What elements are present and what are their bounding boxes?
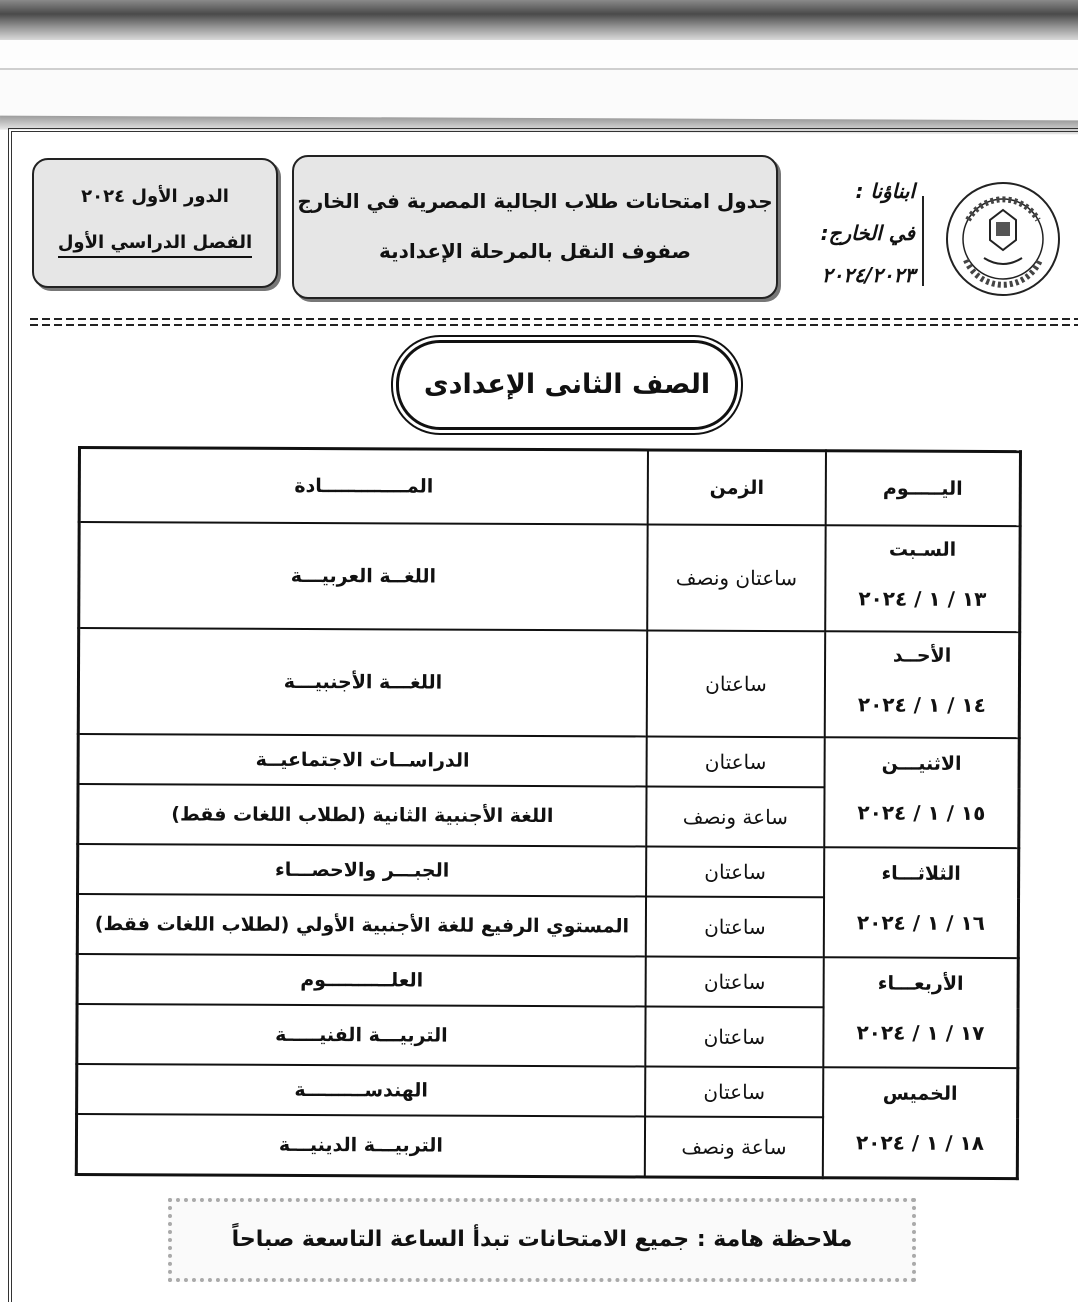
day-date: ١٤ / ١ / ٢٠٢٤: [857, 692, 986, 717]
day-cell: [824, 737, 1019, 848]
table-row: [78, 844, 1019, 898]
day-name: الخميس: [882, 1082, 958, 1105]
time-cell: ساعتان ونصف: [647, 524, 825, 631]
subject-cell: الدراســات الاجتماعيــة: [78, 734, 647, 786]
day-date: ١٥ / ١ / ٢٠٢٤: [857, 800, 986, 825]
table-row: [77, 1064, 1018, 1118]
header-divider: [922, 196, 924, 286]
ministry-of-education-seal-icon: [944, 180, 1062, 298]
table-row: [78, 628, 1019, 738]
subject-cell: اللغــة العربيـــة: [79, 522, 648, 630]
exam-schedule-table: [75, 446, 1022, 1180]
subject-cell: الجبـــر والاحصـــاء: [78, 844, 647, 896]
time-cell: ساعتان: [646, 846, 824, 897]
table-row: [78, 734, 1019, 788]
day-name: الأحــد: [892, 644, 952, 667]
day-cell: [823, 1067, 1018, 1178]
day-name: السـبت: [888, 538, 957, 561]
time-cell: ساعة ونصف: [646, 786, 824, 847]
dashed-divider: [30, 316, 1078, 330]
day-cell: [825, 631, 1020, 738]
table-row: [79, 522, 1020, 632]
header-time: الزمن: [648, 450, 826, 525]
schedule-title: جدول امتحانات طلاب الجالية المصرية في الخارج: [297, 189, 773, 213]
day-date: ١٣ / ١ / ٢٠٢٤: [858, 586, 987, 611]
subject-cell: التربيـــة الدينيـــة: [76, 1114, 645, 1177]
exam-round-box: [32, 158, 278, 288]
subject-cell: اللغـــة الأجنبيـــة: [78, 628, 647, 736]
day-date: ١٨ / ١ / ٢٠٢٤: [855, 1130, 984, 1155]
grade-title: الصف الثانى الإعدادى: [396, 340, 738, 430]
time-cell: ساعتان: [647, 736, 825, 787]
day-name: الثلاثـــاء: [881, 862, 961, 885]
time-cell: ساعتان: [647, 630, 825, 737]
important-note: ملاحظة هامة : جميع الامتحانات تبدأ الساعة التاسعة صباحاً: [168, 1198, 916, 1282]
subject-cell: العلــــــــــوم: [77, 954, 646, 1006]
subject-cell: الهندســـــــــة: [77, 1064, 646, 1116]
abroad-line-2: في الخارج:: [820, 221, 915, 245]
day-cell: [823, 957, 1018, 1068]
time-cell: ساعة ونصف: [645, 1116, 823, 1177]
time-cell: ساعتان: [645, 1006, 823, 1067]
schedule-subtitle: صفوف النقل بالمرحلة الإعدادية: [379, 239, 691, 263]
scan-margin-2: [0, 70, 1078, 120]
day-date: ١٦ / ١ / ٢٠٢٤: [856, 910, 985, 935]
day-name: الأربعـــاء: [877, 972, 964, 995]
exam-round: الدور الأول ٢٠٢٤: [81, 186, 229, 207]
day-cell: [824, 847, 1019, 958]
scanner-edge: [0, 0, 1078, 40]
day-date: ١٧ / ١ / ٢٠٢٤: [856, 1020, 985, 1045]
scan-margin: [0, 40, 1078, 70]
subject-cell: التربيـــة الفنيـــــة: [77, 1004, 646, 1066]
subject-cell: المستوي الرفيع للغة الأجنبية الأولي (لطلاب اللغات فقط): [77, 894, 646, 956]
abroad-line-1: ابناؤنا :: [855, 179, 915, 203]
table-row: [77, 954, 1018, 1008]
day-cell: [825, 525, 1020, 632]
header-subject: المـــــــــــــادة: [79, 448, 648, 525]
time-cell: ساعتان: [645, 1066, 823, 1117]
abroad-label: [785, 178, 915, 304]
schedule-title-box: [292, 155, 778, 299]
table-header-row: [79, 448, 1020, 527]
time-cell: ساعتان: [646, 956, 824, 1007]
time-cell: ساعتان: [646, 896, 824, 957]
abroad-year: ٢٠٢٤/٢٠٢٣: [821, 263, 915, 287]
header-day: اليـــــوم: [826, 451, 1021, 526]
subject-cell: اللغة الأجنبية الثانية (لطلاب اللغات فقط): [78, 784, 647, 846]
day-name: الاثنيـــن: [881, 752, 962, 775]
semester: الفصل الدراسي الأول: [58, 232, 252, 258]
